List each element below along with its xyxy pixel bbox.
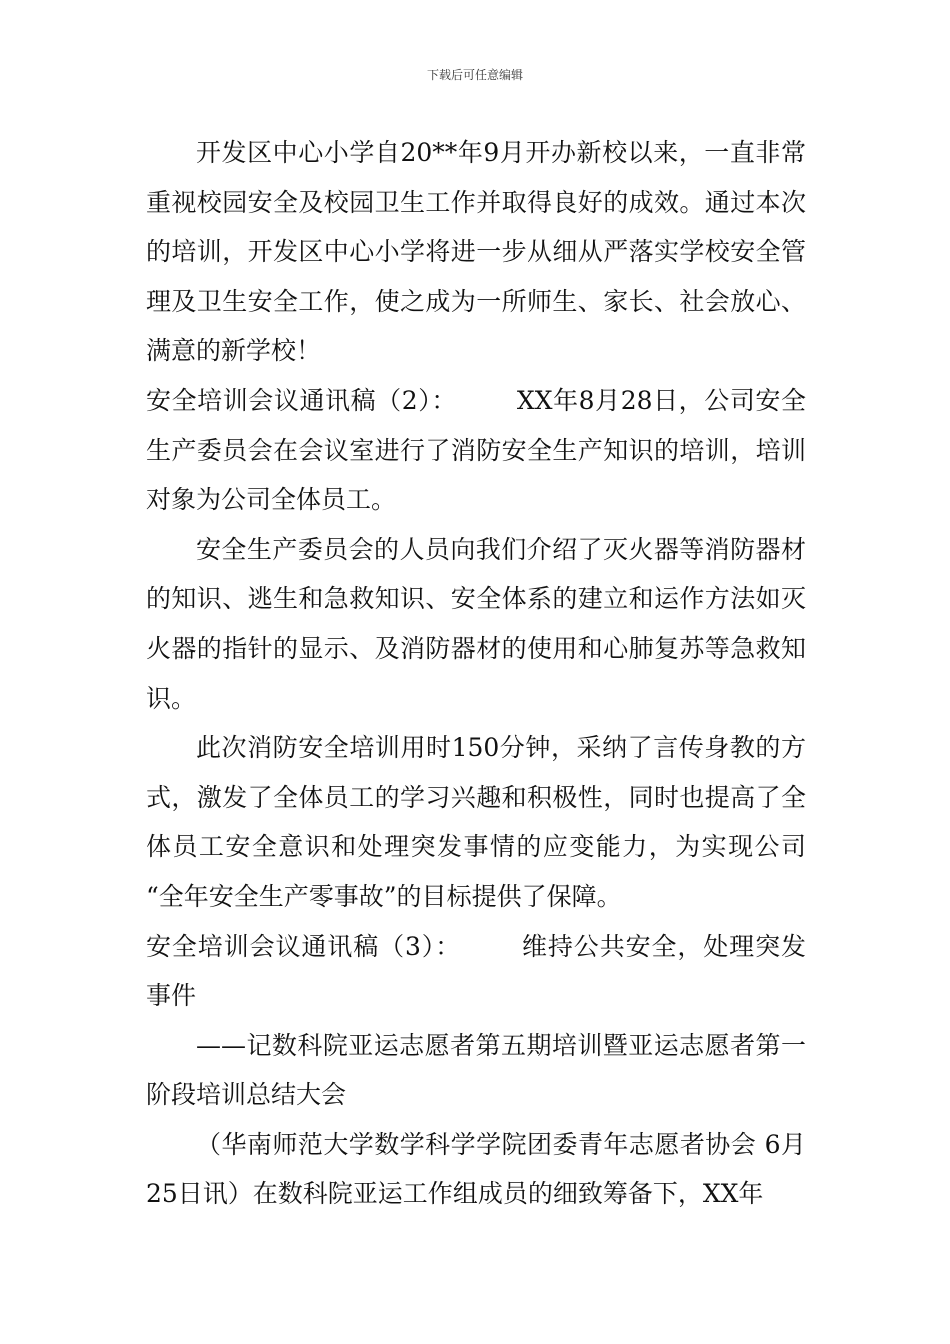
report-2-text: XX年8月28日，公司安全生产委员会在会议室进行了消防安全生产知识的培训，培训对象为公司全体员工。: [146, 385, 806, 515]
paragraph-committee-intro: 安全生产委员会的人员向我们介绍了灭火器等消防器材的知识、逃生和急救知识、安全体系的建立和运作方法如灭火器的指针的显示、及消防器材的使用和心肺复苏等急救知识。: [146, 534, 806, 713]
paragraph-report-2: [146, 376, 806, 525]
paragraph-training-result: 此次消防安全培训用时150分钟，采纳了言传身教的方式，激发了全体员工的学习兴趣和积极性，同时也提高了全体员工安全意识和处理突发事情的应变能力，为实现公司 “全年安全生产零事故”的目标提供了保障。: [146, 733, 806, 911]
paragraph-report-3: [146, 922, 806, 1021]
paragraph-news-start: （华南师范大学数学科学学院团委青年志愿者协会 6月25日讯）在数科院亚运工作组成员的细致筹备下，XX年: [146, 1129, 806, 1209]
document-body: [146, 128, 806, 1219]
report-3-title: 安全培训会议通讯稿（3）：: [146, 931, 462, 961]
paragraph-subtitle: ——记数科院亚运志愿者第五期培训暨亚运志愿者第一阶段培训总结大会: [146, 1030, 806, 1110]
paragraph-school-safety: 开发区中心小学自20**年9月开办新校以来，一直非常重视校园安全及校园卫生工作并取得良好的成效。通过本次的培训，开发区中心小学将进一步从细从严落实学校安全管理及卫生安全工作，使之成为一所师生、家长、社会放心、满意的新学校！: [146, 138, 806, 366]
report-3-text: 维持公共安全，处理突发事件: [146, 931, 806, 1011]
report-2-title: 安全培训会议通讯稿（2）：: [146, 385, 457, 415]
header-note: 下载后可任意编辑: [426, 68, 523, 82]
